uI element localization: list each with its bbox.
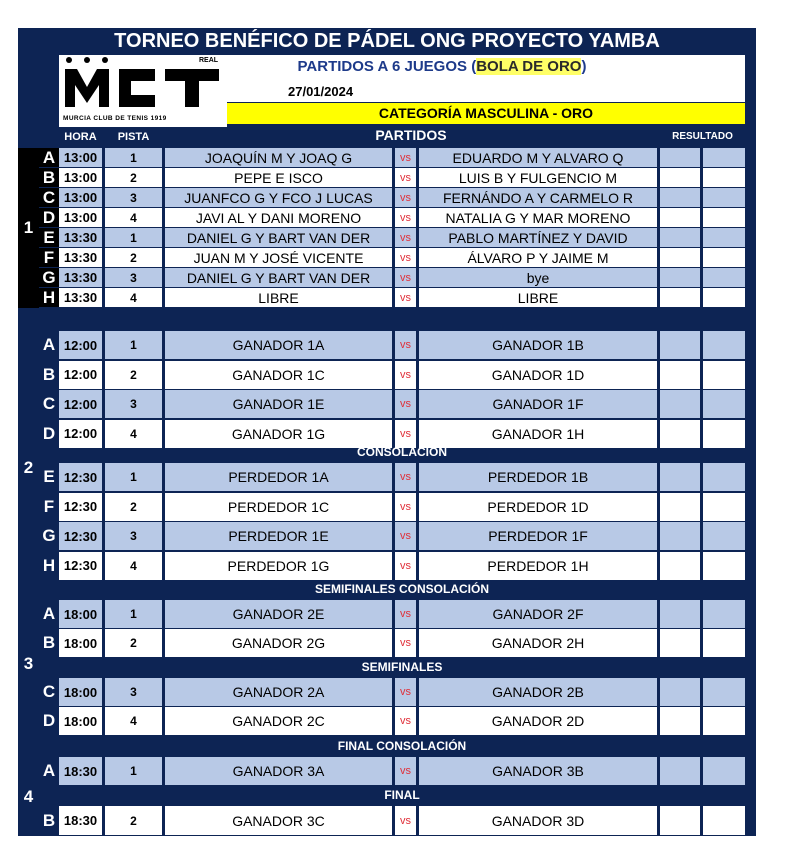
match-court: 3 xyxy=(105,390,162,418)
category-bar: CATEGORÍA MASCULINA - ORO xyxy=(227,103,745,124)
versus-label: vs xyxy=(395,268,416,287)
team-one: GANADOR 2C xyxy=(165,707,392,735)
match-letter: B xyxy=(39,168,59,187)
match-row xyxy=(59,361,745,389)
match-row xyxy=(59,168,745,187)
match-time: 13:30 xyxy=(59,228,102,247)
result-cell-one[interactable] xyxy=(660,390,700,418)
team-two: GANADOR 1B xyxy=(419,331,657,359)
match-letter: F xyxy=(43,496,55,516)
team-one: JUAN M Y JOSÉ VICENTE xyxy=(165,248,392,267)
match-court: 2 xyxy=(105,248,162,267)
result-cell-two[interactable] xyxy=(703,600,745,628)
team-one: JAVI AL Y DANI MORENO xyxy=(165,208,392,227)
versus-label: vs xyxy=(395,168,416,187)
result-cell-one[interactable] xyxy=(660,288,700,307)
match-court: 2 xyxy=(105,493,162,521)
match-row xyxy=(59,188,745,207)
match-time: 13:30 xyxy=(59,248,102,267)
team-one: GANADOR 2A xyxy=(165,678,392,706)
club-logo xyxy=(59,55,227,127)
team-two: ÁLVARO P Y JAIME M xyxy=(419,248,657,267)
result-cell-two[interactable] xyxy=(703,248,745,267)
team-two: FERNÁNDO A Y CARMELO R xyxy=(419,188,657,207)
match-row xyxy=(59,806,745,835)
team-two: PABLO MARTÍNEZ Y DAVID xyxy=(419,228,657,247)
match-letter: D xyxy=(39,208,59,227)
team-one: LIBRE xyxy=(165,288,392,307)
match-time: 18:30 xyxy=(59,757,102,785)
match-time: 18:00 xyxy=(59,600,102,628)
result-cell-two[interactable] xyxy=(703,552,745,580)
match-time: 12:30 xyxy=(59,522,102,550)
match-court: 3 xyxy=(105,522,162,550)
section-band: FINAL xyxy=(384,788,420,802)
match-row xyxy=(59,522,745,550)
logo-real: REAL xyxy=(199,57,219,64)
section-band: SEMIFINALES CONSOLACIÓN xyxy=(314,582,489,596)
match-letter: B xyxy=(42,633,56,652)
team-one: GANADOR 3A xyxy=(165,757,392,785)
team-two: PERDEDOR 1F xyxy=(419,522,657,550)
match-time: 12:00 xyxy=(59,420,102,448)
versus-label: vs xyxy=(395,390,416,418)
versus-label: vs xyxy=(395,188,416,207)
versus-label: vs xyxy=(395,288,416,307)
format-open: ( xyxy=(471,58,477,75)
team-two: GANADOR 2D xyxy=(419,707,657,735)
match-format xyxy=(227,58,657,75)
team-two: GANADOR 2H xyxy=(419,629,657,657)
result-cell-one[interactable] xyxy=(660,148,700,167)
col-court-header: PISTA xyxy=(117,131,150,143)
versus-label: vs xyxy=(395,331,416,359)
team-one: DANIEL G Y BART VAN DER xyxy=(165,228,392,247)
match-row xyxy=(59,600,745,628)
versus-label: vs xyxy=(395,678,416,706)
match-time: 13:00 xyxy=(59,188,102,207)
match-letter: A xyxy=(42,335,56,354)
result-cell-one[interactable] xyxy=(660,168,700,187)
match-time: 13:00 xyxy=(59,148,102,167)
team-one: PERDEDOR 1A xyxy=(165,463,392,491)
team-one: GANADOR 1C xyxy=(165,361,392,389)
result-cell-one[interactable] xyxy=(660,600,700,628)
section-band xyxy=(59,310,745,327)
match-row xyxy=(59,390,745,418)
section-band: FINAL CONSOLACIÓN xyxy=(337,739,467,753)
match-court: 3 xyxy=(105,188,162,207)
team-two: NATALIA G Y MAR MORENO xyxy=(419,208,657,227)
result-cell-one[interactable] xyxy=(660,629,700,657)
team-one: GANADOR 1G xyxy=(165,420,392,448)
golden-ball-label: BOLA DE ORO xyxy=(476,58,582,75)
result-cell-one[interactable] xyxy=(660,188,700,207)
match-time: 13:30 xyxy=(59,268,102,287)
match-court: 1 xyxy=(105,331,162,359)
result-cell-two[interactable] xyxy=(703,228,745,247)
team-two: PERDEDOR 1D xyxy=(419,493,657,521)
match-letter: C xyxy=(42,394,56,413)
match-court: 3 xyxy=(105,678,162,706)
match-court: 2 xyxy=(105,361,162,389)
round-number: 3 xyxy=(23,654,34,673)
match-time: 12:00 xyxy=(59,390,102,418)
team-two: PERDEDOR 1B xyxy=(419,463,657,491)
match-row xyxy=(59,268,745,287)
round-number: 4 xyxy=(23,787,34,806)
result-cell-two[interactable] xyxy=(703,493,745,521)
match-row xyxy=(59,288,745,307)
result-cell-two[interactable] xyxy=(703,208,745,227)
section-band: SEMIFINALES xyxy=(361,660,443,674)
result-cell-one[interactable] xyxy=(660,522,700,550)
result-cell-two[interactable] xyxy=(703,390,745,418)
team-one: GANADOR 3C xyxy=(165,806,392,835)
match-court: 4 xyxy=(105,420,162,448)
team-two: EDUARDO M Y ALVARO Q xyxy=(419,148,657,167)
result-cell-two[interactable] xyxy=(703,463,745,491)
match-time: 13:00 xyxy=(59,168,102,187)
match-letter: G xyxy=(39,268,59,287)
match-row xyxy=(59,148,745,167)
versus-label: vs xyxy=(395,361,416,389)
versus-label: vs xyxy=(395,806,416,835)
match-letter: F xyxy=(39,248,59,267)
match-court: 1 xyxy=(105,757,162,785)
match-row xyxy=(59,629,745,657)
match-time: 13:00 xyxy=(59,208,102,227)
match-row xyxy=(59,331,745,359)
match-letter: H xyxy=(39,288,59,307)
match-time: 18:00 xyxy=(59,629,102,657)
match-row xyxy=(59,678,745,706)
match-row xyxy=(59,493,745,521)
team-one: GANADOR 1E xyxy=(165,390,392,418)
versus-label: vs xyxy=(395,522,416,550)
match-letter: A xyxy=(39,148,59,167)
col-time-header: HORA xyxy=(64,131,97,143)
match-court: 1 xyxy=(105,148,162,167)
team-one: PERDEDOR 1C xyxy=(165,493,392,521)
match-court: 4 xyxy=(105,707,162,735)
logo-caption: MURCIA CLUB DE TENIS 1919 xyxy=(63,115,167,122)
versus-label: vs xyxy=(395,228,416,247)
result-cell-one[interactable] xyxy=(660,707,700,735)
match-letter: A xyxy=(42,761,56,780)
result-cell-two[interactable] xyxy=(703,148,745,167)
col-result-header: RESULTADO xyxy=(672,131,733,142)
match-time: 12:30 xyxy=(59,493,102,521)
result-cell-two[interactable] xyxy=(703,168,745,187)
result-cell-one[interactable] xyxy=(660,361,700,389)
team-one: JOAQUÍN M Y JOAQ G xyxy=(165,148,392,167)
team-two: GANADOR 3B xyxy=(419,757,657,785)
match-row xyxy=(59,707,745,735)
result-cell-two[interactable] xyxy=(703,522,745,550)
versus-label: vs xyxy=(395,248,416,267)
match-letter: E xyxy=(39,228,59,247)
versus-label: vs xyxy=(395,552,416,580)
section-band: CONSOLACIÓN xyxy=(357,445,447,459)
result-cell-two[interactable] xyxy=(703,757,745,785)
match-row xyxy=(59,248,745,267)
tournament-title: TORNEO BENÉFICO DE PÁDEL ONG PROYECTO YAMBA xyxy=(114,30,660,52)
match-letter: D xyxy=(42,711,56,730)
team-one: PEPE E ISCO xyxy=(165,168,392,187)
result-cell-two[interactable] xyxy=(703,268,745,287)
match-time: 18:30 xyxy=(59,806,102,835)
match-court: 1 xyxy=(105,228,162,247)
format-label: PARTIDOS A 6 JUEGOS xyxy=(297,58,468,75)
team-two: LIBRE xyxy=(419,288,657,307)
match-time: 18:00 xyxy=(59,678,102,706)
match-court: 2 xyxy=(105,806,162,835)
match-court: 4 xyxy=(105,208,162,227)
match-row xyxy=(59,552,745,580)
match-letter: E xyxy=(43,467,55,486)
team-one: GANADOR 2G xyxy=(165,629,392,657)
result-cell-one[interactable] xyxy=(660,268,700,287)
match-court: 1 xyxy=(105,600,162,628)
team-two: LUIS B Y FULGENCIO M xyxy=(419,168,657,187)
team-one: PERDEDOR 1E xyxy=(165,522,392,550)
match-time: 13:30 xyxy=(59,288,102,307)
match-time: 12:00 xyxy=(59,361,102,389)
result-cell-one[interactable] xyxy=(660,248,700,267)
team-one: DANIEL G Y BART VAN DER xyxy=(165,268,392,287)
team-two: GANADOR 1D xyxy=(419,361,657,389)
result-cell-one[interactable] xyxy=(660,678,700,706)
result-cell-one[interactable] xyxy=(660,757,700,785)
match-row xyxy=(59,208,745,227)
tournament-date: 27/01/2024 xyxy=(288,84,354,99)
team-one: JUANFCO G Y FCO J LUCAS xyxy=(165,188,392,207)
versus-label: vs xyxy=(395,629,416,657)
match-court: 2 xyxy=(105,168,162,187)
match-letter: C xyxy=(42,682,56,701)
result-cell-one[interactable] xyxy=(660,552,700,580)
team-one: PERDEDOR 1G xyxy=(165,552,392,580)
versus-label: vs xyxy=(395,420,416,448)
match-court: 4 xyxy=(105,288,162,307)
match-court: 4 xyxy=(105,552,162,580)
result-cell-two[interactable] xyxy=(703,331,745,359)
match-time: 12:30 xyxy=(59,463,102,491)
result-cell-two[interactable] xyxy=(703,707,745,735)
match-time: 18:00 xyxy=(59,707,102,735)
team-one: GANADOR 1A xyxy=(165,331,392,359)
match-letter: A xyxy=(42,604,56,623)
result-cell-one[interactable] xyxy=(660,228,700,247)
versus-label: vs xyxy=(395,600,416,628)
col-matches-header: PARTIDOS xyxy=(375,127,447,143)
result-cell-one[interactable] xyxy=(660,331,700,359)
result-cell-one[interactable] xyxy=(660,493,700,521)
versus-label: vs xyxy=(395,208,416,227)
result-cell-two[interactable] xyxy=(703,361,745,389)
match-time: 12:00 xyxy=(59,331,102,359)
match-letter: G xyxy=(42,526,56,545)
match-row xyxy=(59,757,745,785)
result-cell-one[interactable] xyxy=(660,208,700,227)
match-time: 12:30 xyxy=(59,552,102,580)
versus-label: vs xyxy=(395,757,416,785)
result-cell-two[interactable] xyxy=(703,678,745,706)
match-letter: H xyxy=(42,555,56,575)
result-cell-one[interactable] xyxy=(660,806,700,835)
match-row xyxy=(59,463,745,491)
result-cell-two[interactable] xyxy=(703,629,745,657)
versus-label: vs xyxy=(395,707,416,735)
match-letter: B xyxy=(42,811,56,830)
versus-label: vs xyxy=(395,463,416,491)
team-two: GANADOR 3D xyxy=(419,806,657,835)
versus-label: vs xyxy=(395,493,416,521)
match-court: 2 xyxy=(105,629,162,657)
team-one: GANADOR 2E xyxy=(165,600,392,628)
match-letter: B xyxy=(42,364,56,384)
result-cell-two[interactable] xyxy=(703,188,745,207)
team-two: PERDEDOR 1H xyxy=(419,552,657,580)
schedule-sheet xyxy=(18,28,756,836)
result-cell-one[interactable] xyxy=(660,463,700,491)
result-cell-two[interactable] xyxy=(703,806,745,835)
round-number: 2 xyxy=(23,458,34,477)
match-court: 1 xyxy=(105,463,162,491)
match-row xyxy=(59,228,745,247)
format-close: ) xyxy=(581,58,587,75)
team-two: GANADOR 2F xyxy=(419,600,657,628)
match-court: 3 xyxy=(105,268,162,287)
team-two: GANADOR 1H xyxy=(419,420,657,448)
team-two: bye xyxy=(419,268,657,287)
match-letter: D xyxy=(42,423,56,443)
team-two: GANADOR 2B xyxy=(419,678,657,706)
result-cell-two[interactable] xyxy=(703,288,745,307)
versus-label: vs xyxy=(395,148,416,167)
match-letter: C xyxy=(39,188,59,207)
round-number: 1 xyxy=(18,148,39,308)
team-two: GANADOR 1F xyxy=(419,390,657,418)
